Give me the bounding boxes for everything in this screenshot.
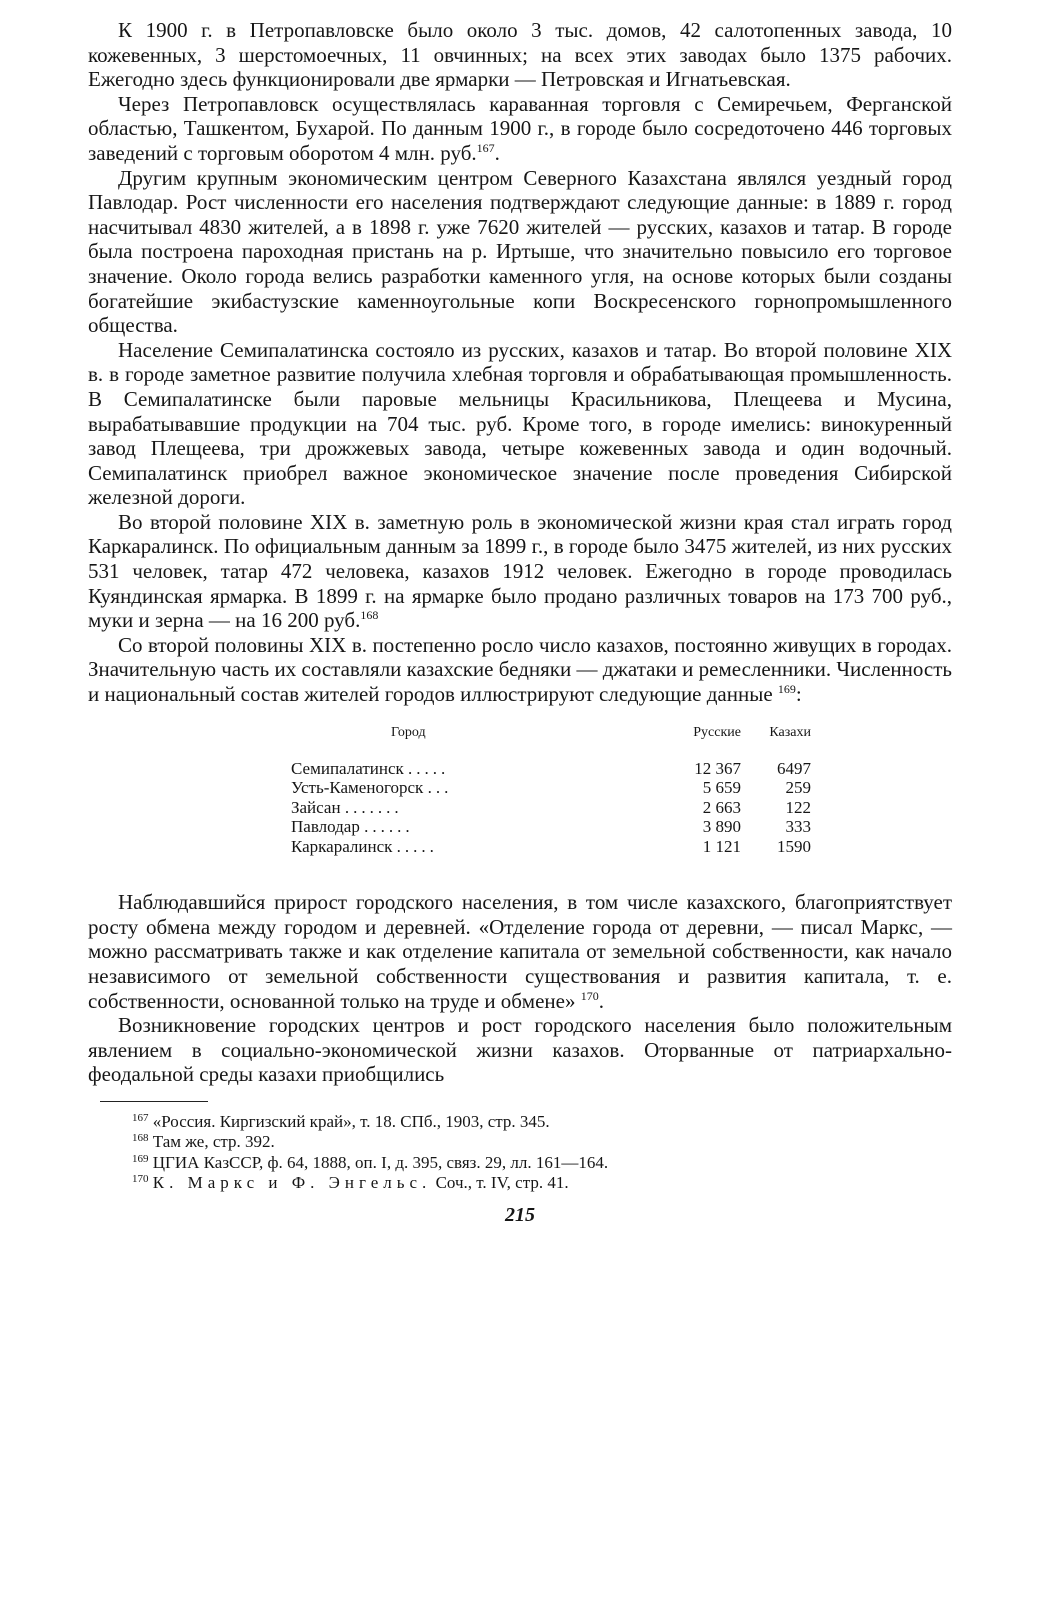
- header-kazakhs: Казахи: [769, 724, 811, 740]
- book-page: [88, 18, 952, 1588]
- cell-city: Семипалатинск .....: [291, 758, 450, 778]
- population-table-wrapper: [88, 725, 952, 857]
- paragraph-petropavlovsk: К 1900 г. в Петропавловске было около 3 тыс. домов, 42 салотопенных завода, 10 кожевенных, 3 шерстомоечных, 11 овчинных; на всех этих заводах было 1375 рабочих. Ежегодно здесь функционировали две ярмарки — Петровская и Игнатьевская.: [88, 18, 952, 92]
- paragraph-semipalatinsk: Население Семипалатинска состояло из русских, казахов и татар. Во второй половине XIX в. в городе заметное развитие получила хлебная торговля и обрабатывающая промышленность. В Семипалатинске были паровые мельницы Красильникова, Плещеева и Мусина, вырабатывавшие продукции на 704 тыс. руб. Кроме того, в городе имелись: винокуренный завод Плещеева, три дрожжевых завода, четыре кожевенных завода и один водочный. Семипалатинск приобрел важное экономическое значение после проведения Сибирской железной дороги.: [88, 337, 952, 510]
- paragraph-urban-centers: Возникновение городских центров и рост городского населения было положительным явлением в социально-экономической жизни казахов. Оторванные от патриархально-феодальной среды казахи приобщились: [88, 1013, 952, 1087]
- footnote-169: $^{169}$ ЦГИА КазССР, ф. 64, 1888, оп. I, д. 395, связ. 29, лл. 161—164.: [132, 1152, 609, 1172]
- cell-russians: 1 121: [702, 836, 741, 856]
- cell-kazakhs: 6497: [777, 758, 811, 778]
- footnote-ref-168[interactable]: 168: [360, 608, 379, 623]
- paragraph-caravan-trade: Через Петропавловск осуществлялась караванная торговля с Семиречьем, Ферганской областью, Ташкентом, Бухарой. По данным 1900 г., в городе было сосредоточено 446 торговых заведений с торговым оборотом 4 млн. руб.$^{167}$.: [88, 91, 952, 165]
- footnote-ref-169[interactable]: 169: [777, 682, 796, 697]
- footnote-ref-170[interactable]: 170: [580, 988, 599, 1003]
- cell-russians: 2 663: [702, 797, 741, 817]
- cell-city: Павлодар ......: [291, 817, 414, 837]
- footnote-ref-167[interactable]: 167: [476, 140, 495, 155]
- cell-kazakhs: 122: [785, 797, 811, 817]
- cell-russians: 5 659: [702, 778, 741, 798]
- cell-city: Зайсан .......: [291, 797, 403, 817]
- footnotes: [88, 1112, 952, 1194]
- footnote-divider: [100, 1101, 208, 1102]
- table-row: [291, 817, 811, 837]
- footnote-author: К. Маркс и Ф. Энгельс.: [152, 1173, 432, 1193]
- leader-dots: ......: [364, 817, 414, 837]
- table-row: [291, 837, 811, 857]
- table-row: [291, 798, 811, 818]
- paragraph-karkaralinsk: Во второй половине XIX в. заметную роль в экономической жизни края стал играть город Каркаралинск. По официальным данным за 1899 г., в городе было 3475 жителей, из них русских 531 человек, татар 472 человека, казахов 1912 человек. Ежегодно в городе проводилась Куяндинская ярмарка. В 1899 г. на ярмарке было продано различных товаров на 173 700 руб., муки и зерна — на 16 200 руб.$^{168}$: [88, 509, 952, 633]
- paragraph-marx-quote: Наблюдавшийся прирост городского населения, в том числе казахского, благоприятствует росту обмена между городом и деревней. «Отделение города от деревни, — писал Маркс, — можно рассматривать также и как отделение капитала от земельной собственности, как начало независимого от земельной собственности существования и развития капитала, т. е. собственности, основанной только на труде и обмене» $^{170}$.: [88, 890, 952, 1013]
- leader-dots: ...: [427, 778, 453, 798]
- header-city: Город: [391, 724, 426, 740]
- text-after-table: [88, 890, 952, 1087]
- cell-kazakhs: 1590: [777, 836, 811, 856]
- leader-dots: .....: [408, 758, 450, 778]
- table-row: [291, 759, 811, 779]
- cell-kazakhs: 333: [785, 817, 811, 837]
- leader-dots: .......: [344, 797, 403, 817]
- table-row: [291, 778, 811, 798]
- page-number: 215: [505, 1203, 535, 1226]
- paragraph-pavlodar: Другим крупным экономическим центром Северного Казахстана являлся уездный город Павлодар. Рост численности его населения подтверждают следующие данные: в 1889 г. город насчитывал 4830 жителей, а в 1898 г. уже 7620 жителей — русских, казахов и татар. В городе была построена пароходная пристань на р. Иртыше, что значительно повысило его торговое значение. Около города велись разработки каменного угля, на основе которых были созданы богатейшие экибастузские каменноугольные копи Воскресенского горнопромышленного общества.: [88, 165, 952, 338]
- footnote-167: $^{167}$ «Россия. Киргизский край», т. 18. СПб., 1903, стр. 345.: [132, 1111, 550, 1131]
- cell-kazakhs: 259: [785, 778, 811, 798]
- footnote-168: $^{168}$ Там же, стр. 392.: [132, 1132, 275, 1152]
- leader-dots: .....: [396, 836, 438, 856]
- header-russians: Русские: [693, 724, 741, 740]
- paragraph-kazakh-urban: Со второй половины XIX в. постепенно росло число казахов, постоянно живущих в городах. Значительную часть их составляли казахские бедняки — джатаки и ремесленники. Численность и национальный состав жителей городов иллюстрируют следующие данные $^{169}$:: [88, 632, 952, 707]
- footnote-170: $^{170}$ К. Маркс и Ф. Энгельс. Соч., т. IV, стр. 41.: [132, 1173, 569, 1193]
- cell-russians: 12 367: [694, 758, 741, 778]
- cell-russians: 3 890: [702, 817, 741, 837]
- population-table: [291, 725, 811, 857]
- table-header-row: [291, 725, 811, 759]
- cell-city: Каркаралинск .....: [291, 836, 438, 856]
- cell-city: Усть-Каменогорск ...: [291, 778, 453, 798]
